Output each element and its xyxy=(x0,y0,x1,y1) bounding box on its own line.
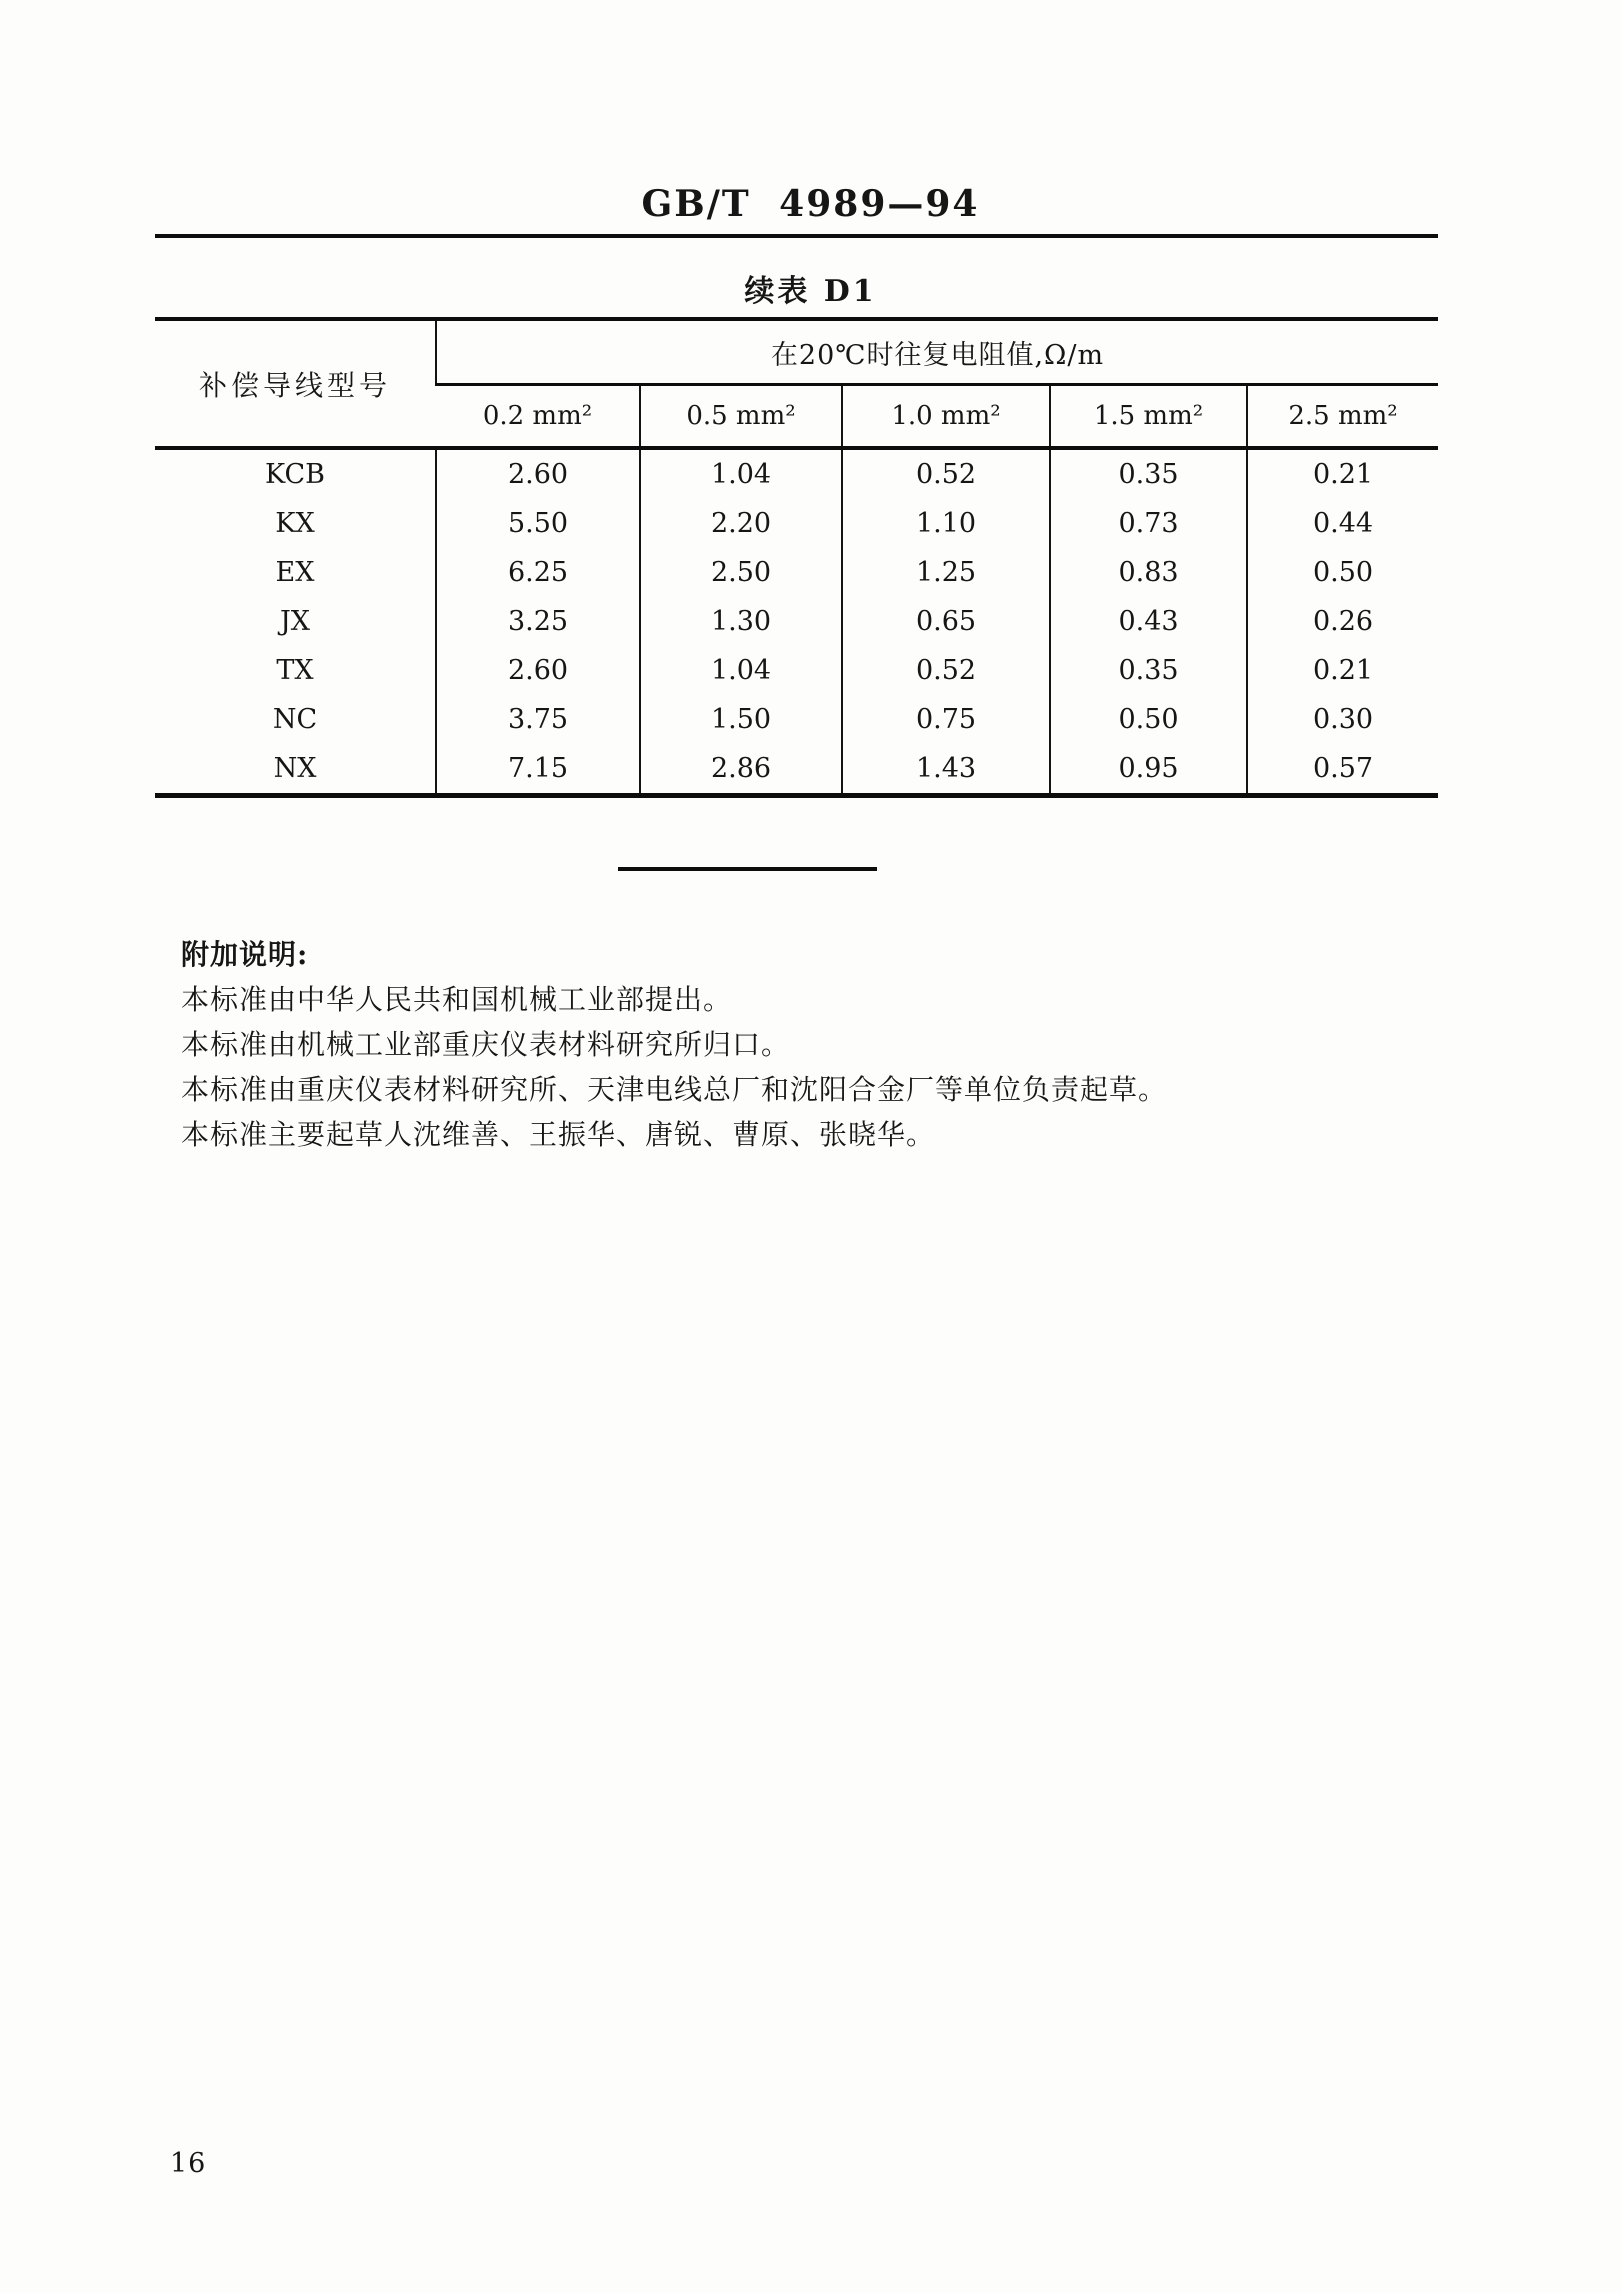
resistance-value-cell: 0.75 xyxy=(842,695,1050,744)
resistance-value-cell: 0.21 xyxy=(1247,646,1438,695)
note-line: 本标准由机械工业部重庆仪表材料研究所归口。 xyxy=(181,1028,791,1061)
resistance-value-cell: 0.35 xyxy=(1050,646,1247,695)
resistance-value-cell: 3.75 xyxy=(436,695,640,744)
resistance-value-cell: 0.30 xyxy=(1247,695,1438,744)
note-line: 本标准主要起草人沈维善、王振华、唐锐、曹原、张晓华。 xyxy=(181,1118,936,1151)
resistance-table xyxy=(155,317,1438,798)
column-header: 2.5 mm² xyxy=(1247,385,1438,449)
note-line: 本标准由重庆仪表材料研究所、天津电线总厂和沈阳合金厂等单位负责起草。 xyxy=(181,1073,1168,1106)
resistance-value-cell: 7.15 xyxy=(436,744,640,796)
standard-code-title: GB/T 4989—94 xyxy=(641,183,980,225)
span-header-cell: 在20℃时往复电阻值,Ω/m xyxy=(436,319,1438,385)
table-header xyxy=(155,319,1438,448)
wire-type-cell: KX xyxy=(275,508,315,539)
wire-type-cell: EX xyxy=(275,557,315,588)
resistance-value-cell: 1.43 xyxy=(842,744,1050,796)
table-row xyxy=(155,646,1438,695)
resistance-value-cell: 2.60 xyxy=(436,448,640,499)
wire-type-cell: JX xyxy=(279,606,311,637)
note-line: 本标准由中华人民共和国机械工业部提出。 xyxy=(181,983,733,1016)
resistance-value-cell: 2.20 xyxy=(640,499,842,548)
wire-type-cell: NX xyxy=(273,753,317,784)
resistance-value-cell: 2.60 xyxy=(436,646,640,695)
wire-type-cell: KCB xyxy=(155,448,436,499)
table-row xyxy=(155,548,1438,597)
resistance-value-cell: 6.25 xyxy=(436,548,640,597)
resistance-value-cell: 0.57 xyxy=(1247,744,1438,796)
resistance-value-cell: 1.25 xyxy=(842,548,1050,597)
table-row xyxy=(155,597,1438,646)
resistance-value-cell: 0.73 xyxy=(1050,499,1247,548)
additional-notes xyxy=(181,932,1431,1157)
resistance-value-cell: 0.44 xyxy=(1247,499,1438,548)
resistance-value-cell: 0.21 xyxy=(1247,448,1438,499)
column-header: 1.0 mm² xyxy=(842,385,1050,449)
wire-type-cell: TX xyxy=(276,655,314,686)
resistance-value-cell: 0.50 xyxy=(1050,695,1247,744)
resistance-value-cell: 1.30 xyxy=(640,597,842,646)
column-header: 0.5 mm² xyxy=(640,385,842,449)
table-caption: 续表 D1 xyxy=(744,274,877,309)
resistance-value-cell: 0.95 xyxy=(1050,744,1247,796)
resistance-value-cell: 2.86 xyxy=(640,744,842,796)
resistance-value-cell: 0.35 xyxy=(1050,448,1247,499)
page-number: 16 xyxy=(170,2148,207,2179)
resistance-value-cell: 0.52 xyxy=(842,646,1050,695)
resistance-value-cell: 1.10 xyxy=(842,499,1050,548)
resistance-value-cell: 0.43 xyxy=(1050,597,1247,646)
resistance-value-cell: 5.50 xyxy=(436,499,640,548)
table-body xyxy=(155,448,1438,796)
resistance-value-cell: 0.50 xyxy=(1247,548,1438,597)
resistance-value-cell: 1.04 xyxy=(640,646,842,695)
header-rule xyxy=(155,234,1438,238)
table-row xyxy=(155,499,1438,548)
resistance-value-cell: 3.25 xyxy=(436,597,640,646)
resistance-value-cell: 1.04 xyxy=(640,448,842,499)
table-row xyxy=(155,448,1438,499)
table-row xyxy=(155,695,1438,744)
wire-type-cell: NC xyxy=(272,704,318,735)
resistance-value-cell: 0.65 xyxy=(842,597,1050,646)
resistance-value-cell: 0.83 xyxy=(1050,548,1247,597)
resistance-value-cell: 0.26 xyxy=(1247,597,1438,646)
column-header: 0.2 mm² xyxy=(482,401,593,431)
column-header: 1.5 mm² xyxy=(1050,385,1247,449)
table-row xyxy=(155,744,1438,796)
resistance-value-cell: 2.50 xyxy=(640,548,842,597)
notes-heading: 附加说明: xyxy=(181,938,309,971)
resistance-table-container xyxy=(155,317,1438,798)
row-header-cell: 补偿导线型号 xyxy=(198,368,391,402)
resistance-value-cell: 1.50 xyxy=(640,695,842,744)
resistance-value-cell: 0.52 xyxy=(842,448,1050,499)
section-end-divider xyxy=(618,867,877,871)
